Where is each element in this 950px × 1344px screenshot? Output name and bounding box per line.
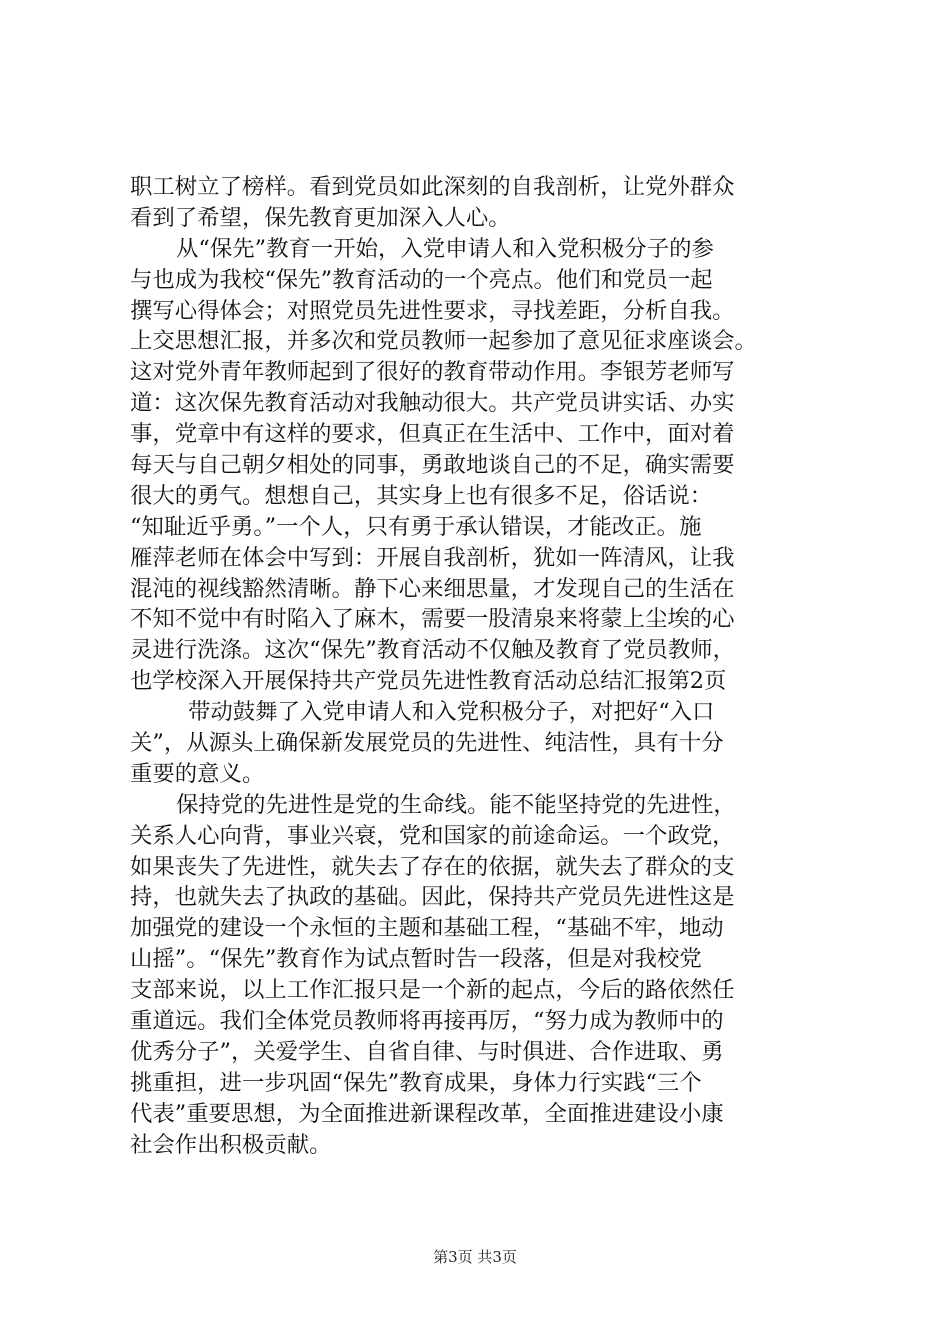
text-line: 每天与自己朝夕相处的同事，勇敢地谈自己的不足，确实需要	[130, 452, 735, 479]
text-line: 也学校深入开展保持共产党员先进性教育活动总结汇报第2页	[130, 668, 727, 695]
text-line: 职工树立了榜样。看到党员如此深刻的自我剖析，让党外群众	[130, 174, 735, 200]
text-line: 这对党外青年教师起到了很好的教育带动作用。李银芳老师写	[130, 359, 735, 386]
text-line: 上交思想汇报，并多次和党员教师一起参加了意见征求座谈会。	[130, 328, 757, 355]
text-line: 加强党的建设一个永恒的主题和基础工程，“基础不牢，地动	[130, 915, 724, 942]
text-line: 撰写心得体会；对照党员先进性要求，寻找差距，分析自我。	[130, 297, 735, 324]
text-line: 灵进行洗涤。这次“保先”教育活动不仅触及教育了党员教师，	[130, 637, 736, 664]
text-line: “知耻近乎勇。”一个人，只有勇于承认错误，才能改正。施	[130, 513, 702, 540]
paragraph-start-line: 带动鼓舞了入党申请人和入党积极分子，对把好“入口	[188, 699, 715, 726]
text-line: 不知不觉中有时陷入了麻木，需要一股清泉来将蒙上尘埃的心	[130, 606, 735, 633]
text-line: 社会作出积极贡献。	[130, 1131, 332, 1158]
text-line: 如果丧失了先进性，就失去了存在的依据，就失去了群众的支	[130, 853, 735, 880]
page-footer	[0, 1247, 950, 1267]
paragraph-start-line: 保持党的先进性是党的生命线。能不能坚持党的先进性，	[176, 791, 736, 818]
text-line: 很大的勇气。想想自己，其实身上也有很多不足，俗话说：	[130, 482, 713, 509]
text-line: 关系人心向背，事业兴衰，党和国家的前途命运。一个政党，	[130, 822, 735, 849]
text-line: 优秀分子”，关爱学生、自省自律、与时俱进、合作进取、勇	[130, 1038, 724, 1065]
text-line: 山摇”。“保先”教育作为试点暂时告一段落，但是对我校党	[130, 946, 702, 973]
text-line: 关”，从源头上确保新发展党员的先进性、纯洁性，具有十分	[130, 730, 724, 757]
body-text	[130, 172, 830, 1161]
text-line: 混沌的视线豁然清晰。静下心来细思量，才发现自己的生活在	[130, 575, 735, 602]
text-line: 重道远。我们全体党员教师将再接再厉，“努力成为教师中的	[130, 1008, 724, 1035]
text-line: 持，也就失去了执政的基础。因此，保持共产党员先进性这是	[130, 884, 735, 911]
page-number-label: 第3页 共3页	[433, 1248, 517, 1266]
text-line: 代表”重要思想，为全面推进新课程改革，全面推进建设小康	[130, 1100, 724, 1127]
paragraph-start-line: 从“保先”教育一开始，入党申请人和入党积极分子的参	[176, 235, 714, 262]
text-line: 雁萍老师在体会中写到：开展自我剖析，犹如一阵清风，让我	[130, 544, 735, 571]
text-line: 看到了希望，保先教育更加深入人心。	[130, 204, 511, 231]
text-line: 事，党章中有这样的要求，但真正在生活中、工作中，面对着	[130, 421, 735, 448]
text-line: 道：这次保先教育活动对我触动很大。共产党员讲实话、办实	[130, 390, 735, 417]
text-line: 挑重担，进一步巩固“保先”教育成果，身体力行实践“三个	[130, 1069, 702, 1096]
text-line: 重要的意义。	[130, 760, 265, 787]
text-line: 与也成为我校“保先”教育活动的一个亮点。他们和党员一起	[130, 266, 713, 293]
text-line: 支部来说，以上工作汇报只是一个新的起点，今后的路依然任	[130, 977, 735, 1004]
